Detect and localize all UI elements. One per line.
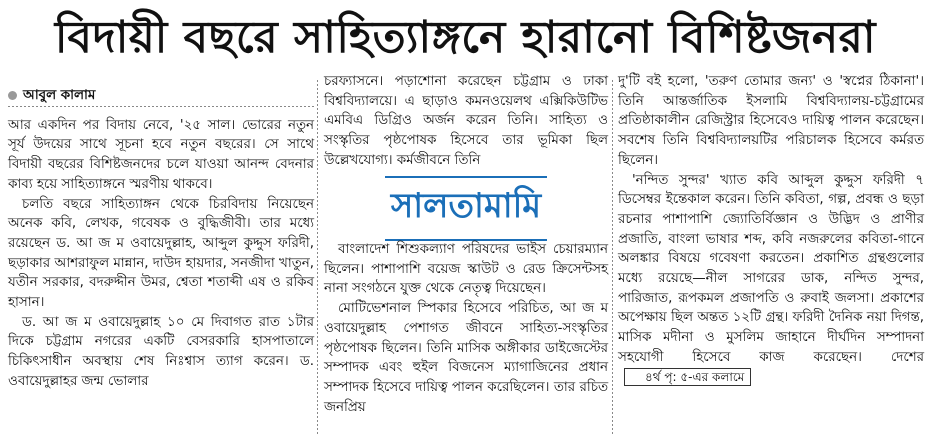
author-name: আবুল কালাম: [23, 88, 96, 103]
section-badge: [324, 182, 608, 234]
paragraph-text: 'নন্দিত সুন্দর' খ্যাত কবি আব্দুল কুদ্দুস ফরিদী ৭ ডিসেম্বর ইন্তেকাল করেন। তিনি কবিতা, গল্প, প্রবন্ধ ও ছড়া রচনার পাশাপাশি জ্যোতির্বিজ্ঞান ও উদ্ভিদ ও প্রাণীর প্রজাতি, বাংলা ভাষার শব্দ, কবি নজরুলের কবিতা-গানে অলঙ্কার বিষয়ে গবেষণা করতেন। প্রকাশিত গ্রন্থগুলোর মধ্যে রয়েছে—নীল সাগরের ডাক, নন্দিত সুন্দর, পারিজাত, রূপকমল প্রজাপতি ও রুবাই জলসা। প্রকাশের অপেক্ষায় ছিল অন্তত ১২টি গ্রন্থ। ফরিদী দৈনিক নয়া দিগন্ত, মাসিক মদীনা ও মুসলিম জাহানে দীর্ঘদিন সম্পাদনা সহযোগী হিসেবে কাজ করেছেন। দেশের: [618, 172, 924, 365]
bullet-icon: [8, 91, 17, 100]
headline: বিদায়ী বছরে সাহিত্যাঙ্গনে হারানো বিশিষ্টজনরা: [54, 12, 877, 63]
paragraph: মোটিভেশনাল স্পিকার হিসেবে পরিচিত, আ জ ম ওবায়েদুল্লাহ পেশাগত জীবনে সাহিত্য-সংস্কৃতির পৃষ্ঠপোষক ছিলেন। তিনি মাসিক অঙ্গীকার ডাইজেস্টের সম্পাদক এবং হুইল বিজনেস ম্যাগাজিনের প্রধান সম্পাদক হিসেবে দায়িত্ব পালন করেছিলেন। তার রচিত জনপ্রিয়: [324, 301, 608, 415]
article-column-2-lower: [324, 240, 608, 417]
paragraph: চলতি বছরে সাহিত্যাঙ্গন থেকে চিরবিদায় নিয়েছেন অনেক কবি, লেখক, গবেষক ও বুদ্ধিজীবী। তার মধ্যে রয়েছেন ড. আ জ ম ওবায়েদুল্লাহ, আব্দুল কুদ্দুস ফরিদী, ছড়াকার আশরাফুল মান্নান, দাউদ হায়দার, সনজীদা খাতুন, যতীন সরকার, বদরুদ্দীন উমর, শ্বেতা শতাব্দী এষ ও রকিব হাসান।: [8, 196, 314, 311]
paragraph: দু'টি বই হলো, 'তরুণ তোমার জন্য' ও 'স্বপ্নের ঠিকানা'। তিনি আন্তর্জাতিক ইসলামি বিশ্ববিদ্যালয়-চট্টগ্রামের প্রতিষ্ঠাকালীন রেজিস্ট্রার হিসেবেও দায়িত্ব পালন করেছেন। সবশেষ তিনি বিশ্ববিদ্যালয়টির পরিচালক হিসেবে কর্মরত ছিলেন।: [618, 74, 924, 168]
article-column-3: [618, 72, 924, 438]
continuation-note: ৪র্থ পৃ: ৫-এর কলামে: [624, 368, 751, 386]
paragraph: আর একদিন পর বিদায় নেবে, '২৫ সাল। ভোরের নতুন সূর্য উদয়ের সাথে সূচনা হবে নতুন বছরের। সে সাথে বিদায়ী বছরের বিশিষ্টজনদের চলে যাওয়া আনন্দ বেদনার কাব্য হয়ে সাহিত্যাঙ্গনে স্মরণীয় থাকবে।: [8, 117, 314, 192]
column-divider: [317, 80, 318, 436]
paragraph: বাংলাদেশ শিশুকল্যাণ পরিষদের ভাইস চেয়ারম্যান ছিলেন। পাশাপাশি বয়েজ স্কাউট ও রেড ক্রিসেন্টসহ নানা সংগঠনে যুক্ত থেকে নেতৃত্ব দিয়েছেন।: [324, 242, 608, 297]
section-badge-label: সালতামামি: [385, 176, 547, 241]
byline-rule: [8, 106, 314, 107]
byline: [8, 86, 314, 106]
paragraph: ড. আ জ ম ওবায়েদুল্লাহ ১০ মে দিবাগত রাত ১টার দিকে চট্টগ্রাম নগরের একটি বেসরকারি হাসপাতালে চিকিৎসাধীন অবস্থায় শেষ নিঃশ্বাস ত্যাগ করেন। ড. ওবায়েদুল্লাহর জন্ম ভোলার: [8, 314, 314, 389]
column-divider: [612, 80, 613, 436]
paragraph: [618, 171, 924, 388]
article-column-1: [8, 86, 314, 438]
paragraph: চরফ্যাসনে। পড়াশোনা করেছেন চট্টগ্রাম ও ঢাকা বিশ্ববিদ্যালয়ে। এ ছাড়াও কমনওয়েলথ এক্সিকিউটিভ এমবিএ ডিগ্রিও অর্জন করেন তিনি। সাহিত্য ও সংস্কৃতির পৃষ্ঠপোষক হিসেবে তার ভূমিকা ছিল উল্লেখযোগ্য। কর্মজীবনে তিনি: [324, 74, 608, 168]
